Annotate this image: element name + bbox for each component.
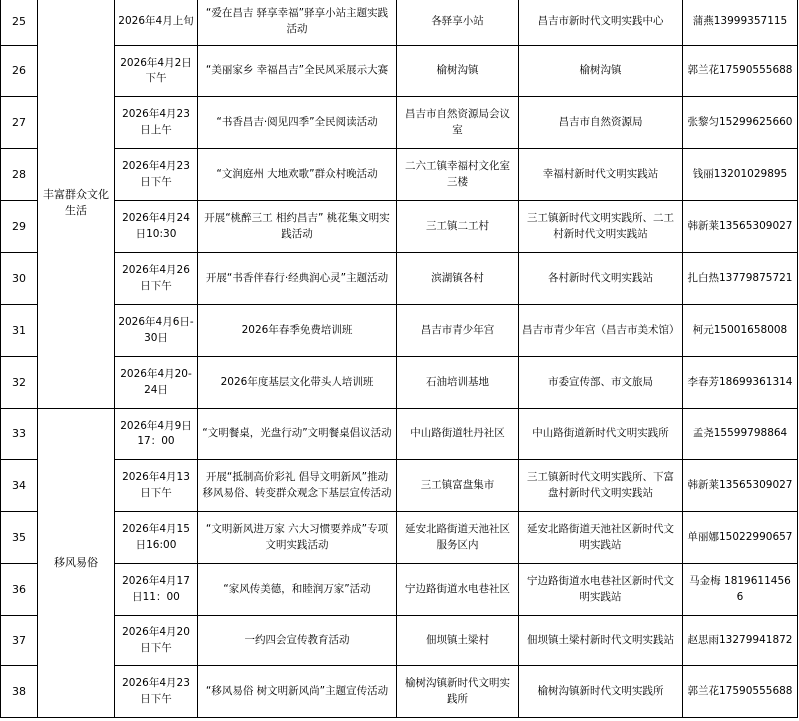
contact-cell: 扎白热13779875721	[683, 253, 798, 305]
organizer-cell: 宁边路街道水电巷社区新时代文明实践站	[519, 564, 683, 616]
activity-cell: “移风易俗 树文明新风尚”主题宣传活动	[198, 666, 397, 718]
organizer-cell: 昌吉市新时代文明实践中心	[519, 0, 683, 46]
activity-cell: “文明餐桌，光盘行动”文明餐桌倡议活动	[198, 409, 397, 460]
organizer-cell: 延安北路街道天池社区新时代文明实践站	[519, 512, 683, 564]
contact-cell: 韩新莱13565309027	[683, 460, 798, 512]
row-number: 28	[1, 149, 38, 201]
contact-cell: 马金梅 18196114566	[683, 564, 798, 616]
table-row	[1, 0, 798, 46]
contact-cell: 单丽娜15022990657	[683, 512, 798, 564]
row-number: 35	[1, 512, 38, 564]
row-number: 34	[1, 460, 38, 512]
activity-cell: 开展“抵制高价彩礼 倡导文明新风”推动移风易俗、转变群众观念下基层宣传活动	[198, 460, 397, 512]
row-number: 29	[1, 201, 38, 253]
row-number: 32	[1, 357, 38, 409]
row-number: 36	[1, 564, 38, 616]
row-number: 26	[1, 46, 38, 97]
organizer-cell: 三工镇新时代文明实践所、二工村新时代文明实践站	[519, 201, 683, 253]
activity-cell: “爱在昌吉 驿享幸福”驿享小站主题实践活动	[198, 0, 397, 46]
organizer-cell: 各村新时代文明实践站	[519, 253, 683, 305]
contact-cell: 钱丽13201029895	[683, 149, 798, 201]
location-cell: 三工镇富盘集市	[397, 460, 519, 512]
time-cell: 2026年4月9日17：00	[115, 409, 198, 460]
location-cell: 二六工镇幸福村文化室三楼	[397, 149, 519, 201]
time-cell: 2026年4月23日下午	[115, 666, 198, 718]
time-cell: 2026年4月13日下午	[115, 460, 198, 512]
table-row	[1, 616, 798, 666]
category-cell: 丰富群众文化生活	[38, 0, 115, 409]
time-cell: 2026年4月上旬	[115, 0, 198, 46]
contact-cell: 柯元15001658008	[683, 305, 798, 357]
table-row	[1, 666, 798, 718]
activity-cell: “文明新风进万家 六大习惯要养成”专项文明实践活动	[198, 512, 397, 564]
location-cell: 宁边路街道水电巷社区	[397, 564, 519, 616]
organizer-cell: 昌吉市青少年宫（昌吉市美术馆）	[519, 305, 683, 357]
table-row	[1, 97, 798, 149]
location-cell: 石油培训基地	[397, 357, 519, 409]
row-number: 27	[1, 97, 38, 149]
organizer-cell: 佃坝镇土梁村新时代文明实践站	[519, 616, 683, 666]
organizer-cell: 三工镇新时代文明实践所、下富盘村新时代文明实践站	[519, 460, 683, 512]
organizer-cell: 昌吉市自然资源局	[519, 97, 683, 149]
activity-cell: 开展“桃醉三工 相约昌吉” 桃花集文明实践活动	[198, 201, 397, 253]
table-row	[1, 305, 798, 357]
location-cell: 昌吉市自然资源局会议室	[397, 97, 519, 149]
time-cell: 2026年4月24日10:30	[115, 201, 198, 253]
time-cell: 2026年4月20-24日	[115, 357, 198, 409]
table-row	[1, 149, 798, 201]
time-cell: 2026年4月2日下午	[115, 46, 198, 97]
activity-cell: “家风传美德，和睦润万家”活动	[198, 564, 397, 616]
organizer-cell: 幸福村新时代文明实践站	[519, 149, 683, 201]
location-cell: 榆树沟镇	[397, 46, 519, 97]
location-cell: 中山路街道牡丹社区	[397, 409, 519, 460]
table-row	[1, 564, 798, 616]
contact-cell: 李春芳18699361314	[683, 357, 798, 409]
row-number: 31	[1, 305, 38, 357]
time-cell: 2026年4月23日下午	[115, 149, 198, 201]
organizer-cell: 市委宣传部、市文旅局	[519, 357, 683, 409]
table-row	[1, 46, 798, 97]
organizer-cell: 榆树沟镇	[519, 46, 683, 97]
location-cell: 佃坝镇土梁村	[397, 616, 519, 666]
row-number: 38	[1, 666, 38, 718]
activity-cell: “文润庭州 大地欢歌”群众村晚活动	[198, 149, 397, 201]
activity-cell: 2026年度基层文化带头人培训班	[198, 357, 397, 409]
row-number: 37	[1, 616, 38, 666]
time-cell: 2026年4月17日11：00	[115, 564, 198, 616]
activity-cell: 开展“书香伴春行·经典润心灵”主题活动	[198, 253, 397, 305]
location-cell: 各驿享小站	[397, 0, 519, 46]
location-cell: 滨湖镇各村	[397, 253, 519, 305]
contact-cell: 孟尧15599798864	[683, 409, 798, 460]
time-cell: 2026年4月23日上午	[115, 97, 198, 149]
organizer-cell: 榆树沟镇新时代文明实践所	[519, 666, 683, 718]
location-cell: 延安北路街道天池社区服务区内	[397, 512, 519, 564]
row-number: 25	[1, 0, 38, 46]
organizer-cell: 中山路街道新时代文明实践所	[519, 409, 683, 460]
activity-cell: 一约四会宣传教育活动	[198, 616, 397, 666]
category-cell: 移风易俗	[38, 409, 115, 718]
row-number: 30	[1, 253, 38, 305]
location-cell: 三工镇二工村	[397, 201, 519, 253]
table-row	[1, 357, 798, 409]
row-number: 33	[1, 409, 38, 460]
table-row	[1, 253, 798, 305]
activity-cell: “美丽家乡 幸福昌吉”全民风采展示大赛	[198, 46, 397, 97]
table-row	[1, 512, 798, 564]
table-row	[1, 460, 798, 512]
activity-cell: 2026年春季免费培训班	[198, 305, 397, 357]
location-cell: 榆树沟镇新时代文明实践所	[397, 666, 519, 718]
time-cell: 2026年4月6日-30日	[115, 305, 198, 357]
table-row	[1, 409, 798, 460]
contact-cell: 韩新莱13565309027	[683, 201, 798, 253]
activity-cell: “书香昌吉·阅见四季”全民阅读活动	[198, 97, 397, 149]
time-cell: 2026年4月26日下午	[115, 253, 198, 305]
contact-cell: 郭兰花17590555688	[683, 666, 798, 718]
location-cell: 昌吉市青少年宫	[397, 305, 519, 357]
contact-cell: 张黎匀15299625660	[683, 97, 798, 149]
time-cell: 2026年4月20日下午	[115, 616, 198, 666]
contact-cell: 赵思雨13279941872	[683, 616, 798, 666]
contact-cell: 郭兰花17590555688	[683, 46, 798, 97]
table-row	[1, 201, 798, 253]
contact-cell: 蒲燕13999357115	[683, 0, 798, 46]
time-cell: 2026年4月15日16:00	[115, 512, 198, 564]
